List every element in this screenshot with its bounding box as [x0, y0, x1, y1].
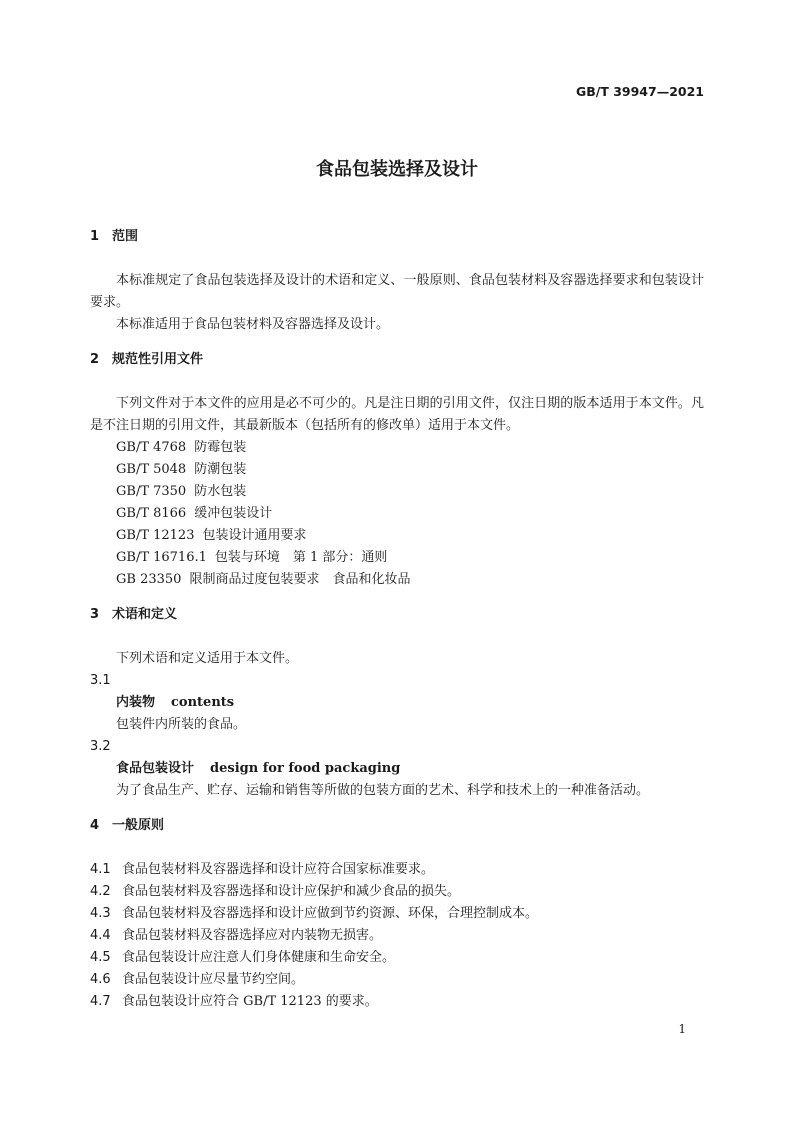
section-heading-terms: [90, 604, 704, 626]
term-chinese: 食品包装设计: [116, 761, 195, 776]
clause-text: 食品包装材料及容器选择应对内装物无损害。: [122, 928, 383, 943]
term-definition: 包装件内所装的食品。: [116, 717, 247, 732]
reference-item: [90, 503, 704, 525]
clause-text: 食品包装设计应注意人们身体健康和生命安全。: [122, 950, 396, 965]
reference-code: GB/T 7350: [116, 484, 187, 499]
reference-code: GB/T 5048: [116, 462, 187, 477]
paragraph: 本标准规定了食品包装选择及设计的术语和定义、一般原则、食品包装材料及容器选择要求和包装设计要求。: [90, 273, 704, 310]
term-number: 3.1: [90, 673, 111, 688]
reference-title: 防水包装: [194, 484, 247, 499]
section-title: 范围: [112, 229, 139, 244]
section-heading-general-principles: [90, 815, 704, 837]
reference-title: 包装与环境 第 1 部分：通则: [214, 550, 388, 565]
clause-number: 4.5: [90, 950, 111, 965]
reference-code: GB 23350: [116, 572, 182, 587]
clause-number: 4.7: [90, 994, 111, 1009]
paragraph: 下列术语和定义适用于本文件。: [116, 651, 299, 666]
section-heading-scope: [90, 226, 704, 248]
standard-number: GB/T 39947—2021: [575, 84, 704, 99]
section-title: 一般原则: [112, 818, 165, 833]
clause-text: 食品包装设计应符合 GB/T 12123 的要求。: [122, 994, 378, 1009]
section-number: 2: [90, 352, 100, 367]
reference-item: [90, 459, 704, 481]
reference-item: [90, 569, 704, 591]
reference-code: GB/T 16716.1: [116, 550, 207, 565]
clause-text: 食品包装材料及容器选择和设计应做到节约资源、环保，合理控制成本。: [122, 906, 539, 921]
clause-item: [90, 903, 704, 925]
reference-code: GB/T 12123: [116, 528, 195, 543]
term-entry: [90, 758, 704, 780]
term-english: contents: [171, 695, 235, 710]
document-body: [90, 226, 704, 1013]
reference-code: GB/T 4768: [116, 440, 187, 455]
clause-number: 4.6: [90, 972, 111, 987]
clause-item: [90, 859, 704, 881]
clause-item: [90, 947, 704, 969]
clause-number: 4.1: [90, 862, 111, 877]
reference-item: [90, 525, 704, 547]
section-number: 4: [90, 818, 100, 833]
reference-item: [90, 481, 704, 503]
clause-text: 食品包装材料及容器选择和设计应符合国家标准要求。: [122, 862, 435, 877]
reference-code: GB/T 8166: [116, 506, 187, 521]
reference-item: [90, 547, 704, 569]
page-number: 1: [678, 1022, 686, 1036]
reference-title: 防潮包装: [194, 462, 247, 477]
clause-item: [90, 925, 704, 947]
term-entry: [90, 692, 704, 714]
section-title: 术语和定义: [112, 607, 178, 622]
clause-number: 4.2: [90, 884, 111, 899]
clause-item: [90, 969, 704, 991]
clause-number: 4.3: [90, 906, 111, 921]
section-heading-normative-references: [90, 349, 704, 371]
reference-title: 缓冲包装设计: [194, 506, 273, 521]
document-title: 食品包装选择及设计: [316, 159, 478, 180]
term-chinese: 内装物: [116, 695, 156, 710]
paragraph: 下列文件对于本文件的应用是必不可少的。凡是注日期的引用文件，仅注日期的版本适用于本文件。凡是不注日期的引用文件，其最新版本（包括所有的修改单）适用于本文件。: [90, 396, 704, 433]
section-number: 3: [90, 607, 100, 622]
reference-item: [90, 437, 704, 459]
section-number: 1: [90, 229, 100, 244]
reference-title: 防霉包装: [194, 440, 247, 455]
paragraph: 本标准适用于食品包装材料及容器选择及设计。: [116, 317, 390, 332]
clause-number: 4.4: [90, 928, 111, 943]
section-title: 规范性引用文件: [112, 352, 204, 367]
term-number: 3.2: [90, 739, 111, 754]
term-english: design for food packaging: [210, 761, 401, 776]
clause-text: 食品包装材料及容器选择和设计应保护和减少食品的损失。: [122, 884, 461, 899]
clause-item: [90, 881, 704, 903]
clause-item: [90, 991, 704, 1013]
reference-title: 包装设计通用要求: [202, 528, 307, 543]
clause-text: 食品包装设计应尽量节约空间。: [122, 972, 305, 987]
term-definition: 为了食品生产、贮存、运输和销售等所做的包装方面的艺术、科学和技术上的一种准备活动。: [116, 783, 650, 798]
reference-title: 限制商品过度包装要求 食品和化妆品: [189, 572, 411, 587]
